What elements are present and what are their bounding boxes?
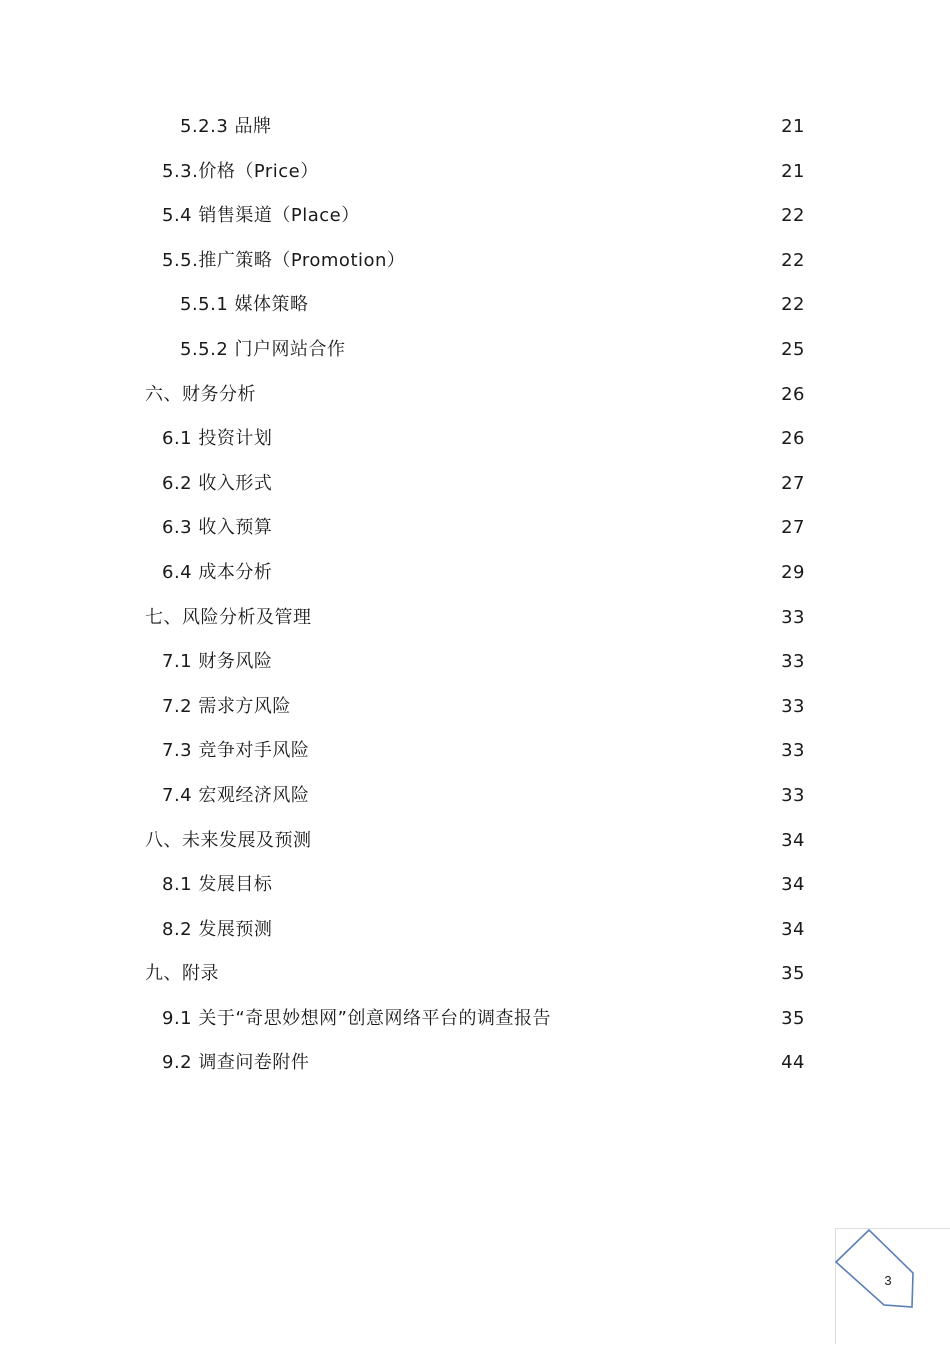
toc-entry-page: 33 bbox=[781, 606, 805, 628]
toc-entry-title: 7.1 财务风险 bbox=[162, 651, 273, 673]
toc-entry-title: 8.2 发展预测 bbox=[162, 918, 273, 940]
toc-entry-title: 7.4 宏观经济风险 bbox=[162, 784, 310, 806]
toc-entry[interactable] bbox=[0, 863, 950, 908]
toc-entry[interactable] bbox=[0, 685, 950, 730]
toc-entry[interactable] bbox=[0, 774, 950, 819]
toc-entry-title: 7.2 需求方风险 bbox=[162, 695, 291, 717]
toc-entry-title: 5.5.2 门户网站合作 bbox=[180, 338, 346, 360]
toc-entry[interactable] bbox=[0, 328, 950, 373]
toc-entry-title: 5.2.3 品牌 bbox=[180, 116, 272, 137]
toc-entry-title: 6.4 成本分析 bbox=[162, 561, 273, 583]
toc-entry[interactable] bbox=[0, 1041, 950, 1086]
toc-entry-title: 八、未来发展及预测 bbox=[145, 829, 312, 851]
toc-entry[interactable] bbox=[0, 194, 950, 239]
toc-entry-page: 33 bbox=[781, 740, 805, 762]
toc-entry-page: 34 bbox=[781, 874, 805, 896]
toc-entry-page: 26 bbox=[781, 428, 805, 450]
toc-entry-page: 21 bbox=[781, 160, 805, 182]
toc-entry[interactable] bbox=[0, 596, 950, 641]
toc-entry-page: 22 bbox=[781, 205, 805, 227]
toc-entry-title: 5.5.推广策略（Promotion） bbox=[162, 249, 406, 271]
toc-entry-title: 5.4 销售渠道（Place） bbox=[162, 205, 360, 227]
toc-entry-title: 6.2 收入形式 bbox=[162, 472, 273, 494]
toc-entry-page: 22 bbox=[781, 294, 805, 316]
page-number-badge bbox=[835, 1228, 950, 1344]
toc-entry[interactable] bbox=[0, 506, 950, 551]
toc-entry-title: 6.1 投资计划 bbox=[162, 428, 273, 450]
toc-entry-title: 七、风险分析及管理 bbox=[145, 606, 312, 628]
toc-entry[interactable] bbox=[0, 373, 950, 418]
toc-entry-page: 33 bbox=[781, 651, 805, 673]
toc-entry[interactable] bbox=[0, 105, 950, 150]
toc-entry-page: 33 bbox=[781, 784, 805, 806]
toc-entry-title: 5.3.价格（Price） bbox=[162, 160, 319, 182]
toc-entry-page: 29 bbox=[781, 561, 805, 583]
toc-entry-title: 六、财务分析 bbox=[145, 383, 256, 405]
toc-entry[interactable] bbox=[0, 417, 950, 462]
toc-entry[interactable] bbox=[0, 551, 950, 596]
toc-entry[interactable] bbox=[0, 819, 950, 864]
toc-entry-page: 21 bbox=[781, 116, 805, 137]
toc-entry[interactable] bbox=[0, 952, 950, 997]
toc-entry-title: 九、附录 bbox=[145, 963, 219, 985]
toc-entry-title: 9.2 调查问卷附件 bbox=[162, 1052, 310, 1074]
toc-entry[interactable] bbox=[0, 997, 950, 1042]
toc-entry-title: 7.3 竞争对手风险 bbox=[162, 740, 310, 762]
toc-entry-page: 34 bbox=[781, 829, 805, 851]
toc-entry-page: 27 bbox=[781, 517, 805, 539]
page-number: 3 bbox=[884, 1273, 892, 1288]
toc-entry[interactable] bbox=[0, 729, 950, 774]
toc-entry-page: 33 bbox=[781, 695, 805, 717]
table-of-contents bbox=[0, 105, 950, 1086]
toc-entry[interactable] bbox=[0, 908, 950, 953]
toc-entry-title: 9.1 关于“奇思妙想网”创意网络平台的调查报告 bbox=[162, 1007, 551, 1029]
toc-entry-page: 44 bbox=[781, 1052, 805, 1074]
toc-entry-page: 35 bbox=[781, 1007, 805, 1029]
toc-entry-title: 5.5.1 媒体策略 bbox=[180, 294, 309, 316]
toc-entry-page: 27 bbox=[781, 472, 805, 494]
toc-entry-page: 35 bbox=[781, 963, 805, 985]
toc-entry-page: 34 bbox=[781, 918, 805, 940]
toc-entry[interactable] bbox=[0, 462, 950, 507]
toc-entry-page: 22 bbox=[781, 249, 805, 271]
toc-entry-page: 25 bbox=[781, 338, 805, 360]
toc-entry-page: 26 bbox=[781, 383, 805, 405]
toc-entry[interactable] bbox=[0, 283, 950, 328]
toc-entry[interactable] bbox=[0, 150, 950, 195]
toc-entry-title: 6.3 收入预算 bbox=[162, 517, 273, 539]
toc-entry-title: 8.1 发展目标 bbox=[162, 874, 273, 896]
toc-entry[interactable] bbox=[0, 239, 950, 284]
toc-entry[interactable] bbox=[0, 640, 950, 685]
